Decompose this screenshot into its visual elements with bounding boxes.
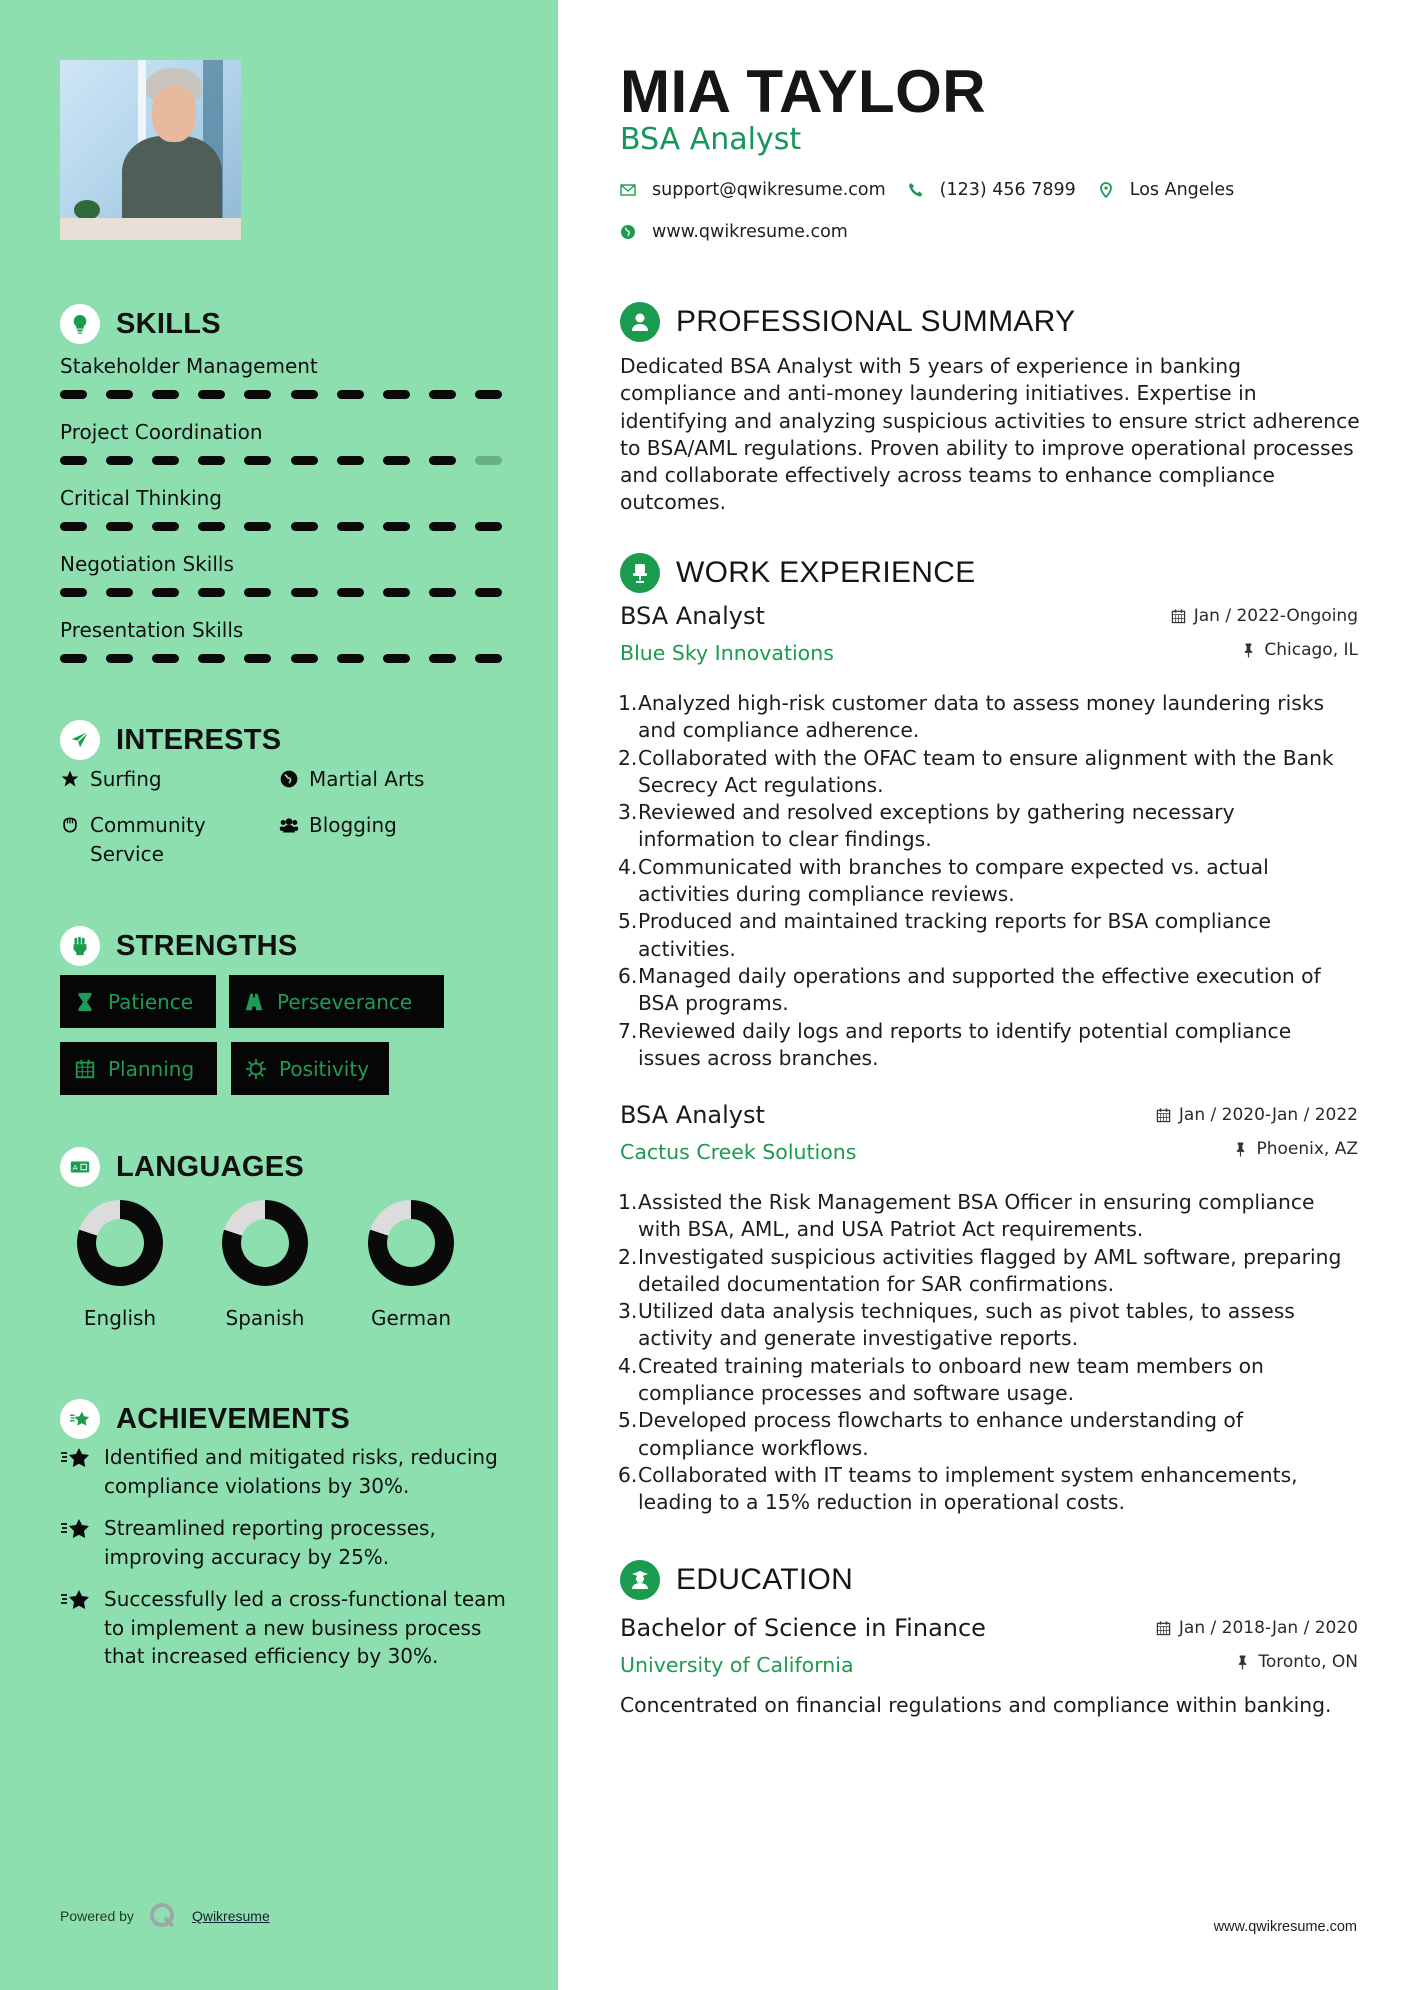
skill-level-dash bbox=[383, 522, 410, 531]
summary-heading: PROFESSIONAL SUMMARY bbox=[620, 302, 1075, 342]
job-bullet: Communicated with branches to compare expected vs. actual activities during compliance reviews. bbox=[638, 854, 1269, 907]
job-bullet: Managed daily operations and supported the effective execution of BSA programs. bbox=[638, 963, 1321, 1016]
job-bullet: Collaborated with the OFAC team to ensure alignment with the Bank Secrecy Act regulations. bbox=[638, 745, 1334, 797]
pushpin-icon bbox=[1233, 1141, 1248, 1157]
achievement-item: Successfully led a cross-functional team to implement a new business process that increased efficiency by 30%. bbox=[60, 1585, 510, 1671]
shooting-star-icon bbox=[60, 1516, 92, 1542]
job-dates: Jan / 2022-Ongoing bbox=[1171, 606, 1358, 626]
candidate-name: MIA TAYLOR bbox=[620, 58, 987, 125]
job-entry bbox=[620, 600, 1358, 1072]
hourglass-icon bbox=[74, 991, 96, 1013]
globe-icon bbox=[279, 769, 299, 789]
graduate-icon bbox=[620, 1560, 660, 1600]
job-bullet: Produced and maintained tracking reports for BSA compliance activities. bbox=[638, 909, 1272, 961]
skill-level-dash bbox=[60, 654, 87, 663]
job-bullet: Developed process flowcharts to enhance understanding of compliance workflows. bbox=[638, 1408, 1243, 1460]
skill-level-bar bbox=[60, 654, 502, 663]
skill-level-dash bbox=[383, 654, 410, 663]
job-title: BSA Analyst bbox=[620, 602, 765, 630]
skill-level-bar bbox=[60, 390, 502, 399]
contact-row bbox=[620, 180, 1256, 200]
hand-icon bbox=[60, 815, 80, 835]
skill-level-dash bbox=[244, 522, 271, 531]
skill-level-dash bbox=[152, 456, 179, 465]
globe-icon bbox=[620, 224, 636, 240]
sun-icon bbox=[245, 1058, 267, 1080]
degree-title: Bachelor of Science in Finance bbox=[620, 1614, 986, 1642]
job-entry bbox=[620, 1099, 1358, 1517]
skill-level-dash bbox=[291, 588, 318, 597]
skill-level-dash bbox=[337, 654, 364, 663]
skill-name: Presentation Skills bbox=[60, 618, 244, 642]
skills-title: SKILLS bbox=[116, 307, 221, 340]
achievements-title: ACHIEVEMENTS bbox=[116, 1402, 351, 1435]
shooting-star-icon bbox=[60, 1399, 100, 1439]
job-location: Phoenix, AZ bbox=[1233, 1139, 1358, 1159]
skill-level-dash bbox=[152, 654, 179, 663]
strengths-title: STRENGTHS bbox=[116, 929, 298, 962]
skill-name: Project Coordination bbox=[60, 420, 263, 444]
calendar-icon bbox=[1156, 1107, 1171, 1123]
language-item: German bbox=[351, 1200, 471, 1330]
skill-item bbox=[60, 418, 502, 484]
skill-level-dash bbox=[291, 456, 318, 465]
interests-title: INTERESTS bbox=[116, 723, 282, 756]
language-proficiency-donut bbox=[368, 1200, 454, 1286]
strength-badge: Positivity bbox=[231, 1042, 389, 1095]
interest-item: Martial Arts bbox=[279, 765, 424, 794]
skill-level-dash bbox=[475, 654, 502, 663]
education-description: Concentrated on financial regulations and compliance within banking. bbox=[620, 1693, 1332, 1717]
contact-location: Los Angeles bbox=[1098, 180, 1235, 200]
skill-level-dash bbox=[198, 588, 225, 597]
paper-plane-icon bbox=[60, 720, 100, 760]
language-proficiency-donut bbox=[222, 1200, 308, 1286]
achievements-list bbox=[60, 1443, 510, 1685]
interest-item: Surfing bbox=[60, 765, 162, 794]
skill-level-dash bbox=[337, 456, 364, 465]
experience-heading: WORK EXPERIENCE bbox=[620, 553, 976, 593]
skill-level-dash bbox=[60, 522, 87, 531]
qwikresume-link[interactable]: Qwikresume bbox=[191, 1908, 270, 1924]
achievements-heading bbox=[60, 1399, 350, 1439]
skill-level-dash bbox=[244, 654, 271, 663]
skill-level-dash bbox=[198, 390, 225, 399]
job-title: BSA Analyst bbox=[620, 1101, 765, 1129]
office-chair-icon bbox=[620, 553, 660, 593]
shooting-star-icon bbox=[60, 1445, 92, 1471]
education-heading: EDUCATION bbox=[620, 1560, 853, 1600]
skill-level-dash bbox=[291, 522, 318, 531]
contact-phone[interactable]: (123) 456 7899 bbox=[908, 180, 1076, 200]
skill-level-dash bbox=[429, 588, 456, 597]
skill-level-dash bbox=[152, 390, 179, 399]
skill-level-bar bbox=[60, 588, 502, 597]
skill-level-dash bbox=[152, 522, 179, 531]
strength-badge: Patience bbox=[60, 975, 216, 1028]
skill-level-bar bbox=[60, 456, 502, 465]
job-company: Cactus Creek Solutions bbox=[620, 1140, 857, 1164]
skill-name: Stakeholder Management bbox=[60, 354, 318, 378]
envelope-icon bbox=[620, 182, 636, 198]
contact-website[interactable]: www.qwikresume.com bbox=[620, 222, 848, 242]
skill-name: Negotiation Skills bbox=[60, 552, 234, 576]
skill-level-dash bbox=[244, 390, 271, 399]
calendar-icon bbox=[1156, 1620, 1171, 1636]
skill-level-dash bbox=[429, 390, 456, 399]
summary-text: Dedicated BSA Analyst with 5 years of experience in banking compliance and anti-money laundering initiatives. Expertise in identifying and analyzing suspicious activities to ensure strict adherence to BSA/AML regulations. Proven ability to improve operational processes and collaborate effectively across teams to enhance compliance outcomes. bbox=[620, 354, 1360, 515]
skill-level-dash bbox=[475, 456, 502, 465]
shooting-star-icon bbox=[60, 1587, 92, 1613]
skill-level-dash bbox=[198, 456, 225, 465]
users-icon bbox=[279, 815, 299, 835]
skill-name: Critical Thinking bbox=[60, 486, 222, 510]
svg-text:A: A bbox=[72, 1163, 78, 1173]
sidebar bbox=[0, 0, 558, 1990]
contact-email[interactable]: support@qwikresume.com bbox=[620, 180, 886, 200]
user-icon bbox=[620, 302, 660, 342]
skill-level-dash bbox=[106, 588, 133, 597]
job-bullet: Created training materials to onboard new team members on compliance processes and software usage. bbox=[638, 1353, 1264, 1406]
skill-level-dash bbox=[337, 522, 364, 531]
skill-level-dash bbox=[429, 456, 456, 465]
language-item: English bbox=[60, 1200, 180, 1330]
language-item: Spanish bbox=[205, 1200, 325, 1330]
qwikresume-logo-icon bbox=[148, 1901, 178, 1931]
achievement-item: Identified and mitigated risks, reducing compliance violations by 30%. bbox=[60, 1443, 510, 1500]
skill-level-dash bbox=[106, 522, 133, 531]
job-bullet: Assisted the Risk Management BSA Officer in ensuring compliance with BSA, AML, and USA Patriot Act requirements. bbox=[638, 1190, 1315, 1242]
education-dates: Jan / 2018-Jan / 2020 bbox=[1156, 1618, 1358, 1638]
skill-level-dash bbox=[106, 456, 133, 465]
road-icon bbox=[243, 991, 265, 1013]
job-company: Blue Sky Innovations bbox=[620, 641, 834, 665]
skill-level-dash bbox=[106, 654, 133, 663]
skill-item bbox=[60, 616, 502, 682]
language-icon bbox=[60, 1147, 100, 1187]
education-location: Toronto, ON bbox=[1235, 1652, 1358, 1672]
strengths-heading bbox=[60, 926, 298, 966]
star-icon bbox=[60, 769, 80, 789]
skill-level-dash bbox=[244, 456, 271, 465]
job-bullet: Collaborated with IT teams to implement system enhancements, leading to a 15% reduction in operational costs. bbox=[638, 1462, 1298, 1515]
skill-level-dash bbox=[198, 522, 225, 531]
profile-photo bbox=[60, 60, 241, 240]
job-bullet: Utilized data analysis techniques, such as pivot tables, to assess activity and generate investigative reports. bbox=[638, 1299, 1295, 1351]
job-bullet: Investigated suspicious activities flagged by AML software, preparing detailed documentation for SAR confirmations. bbox=[638, 1244, 1342, 1296]
skill-level-dash bbox=[383, 456, 410, 465]
achievement-item: Streamlined reporting processes, improving accuracy by 25%. bbox=[60, 1514, 510, 1571]
skill-level-dash bbox=[60, 390, 87, 399]
map-pin-icon bbox=[1098, 182, 1114, 198]
skill-level-bar bbox=[60, 522, 502, 531]
job-bullet: Analyzed high-risk customer data to assess money laundering risks and compliance adherence. bbox=[638, 691, 1325, 743]
skill-item bbox=[60, 352, 502, 418]
lightbulb-icon bbox=[60, 304, 100, 344]
skill-level-dash bbox=[475, 588, 502, 597]
languages-heading bbox=[60, 1147, 304, 1187]
skill-level-dash bbox=[106, 390, 133, 399]
contact-row bbox=[620, 222, 870, 242]
calendar-icon bbox=[74, 1058, 96, 1080]
skill-level-dash bbox=[152, 588, 179, 597]
skill-level-dash bbox=[383, 390, 410, 399]
pushpin-icon bbox=[1235, 1654, 1250, 1670]
candidate-role: BSA Analyst bbox=[620, 122, 802, 157]
skills-list bbox=[60, 352, 502, 682]
skill-level-dash bbox=[383, 588, 410, 597]
skill-level-dash bbox=[291, 390, 318, 399]
job-location: Chicago, IL bbox=[1241, 640, 1358, 660]
fist-icon bbox=[60, 926, 100, 966]
job-bullets bbox=[620, 1189, 1358, 1517]
skill-level-dash bbox=[291, 654, 318, 663]
languages-title: LANGUAGES bbox=[116, 1150, 304, 1183]
interest-item: Community Service bbox=[60, 811, 250, 869]
skill-level-dash bbox=[475, 522, 502, 531]
skill-level-dash bbox=[337, 390, 364, 399]
pushpin-icon bbox=[1241, 642, 1256, 658]
skill-level-dash bbox=[60, 456, 87, 465]
skill-item bbox=[60, 484, 502, 550]
skill-level-dash bbox=[244, 588, 271, 597]
skill-level-dash bbox=[429, 654, 456, 663]
job-bullet: Reviewed daily logs and reports to identify potential compliance issues across branches. bbox=[638, 1018, 1292, 1070]
strength-badge: Planning bbox=[60, 1042, 217, 1095]
skill-level-dash bbox=[337, 588, 364, 597]
school-name: University of California bbox=[620, 1653, 854, 1677]
job-bullet: Reviewed and resolved exceptions by gathering necessary information to clear findings. bbox=[638, 800, 1235, 852]
powered-by: Powered by Qwikresume bbox=[60, 1901, 270, 1931]
interests-heading bbox=[60, 720, 281, 760]
footer-website[interactable]: www.qwikresume.com bbox=[1213, 1919, 1357, 1935]
skills-heading bbox=[60, 304, 221, 344]
strength-badge: Perseverance bbox=[229, 975, 444, 1028]
language-proficiency-donut bbox=[77, 1200, 163, 1286]
job-bullets bbox=[620, 690, 1358, 1072]
calendar-icon bbox=[1171, 608, 1186, 624]
skill-level-dash bbox=[60, 588, 87, 597]
skill-level-dash bbox=[429, 522, 456, 531]
skill-level-dash bbox=[475, 390, 502, 399]
interest-item: Blogging bbox=[279, 811, 397, 840]
job-dates: Jan / 2020-Jan / 2022 bbox=[1156, 1105, 1358, 1125]
phone-icon bbox=[908, 182, 924, 198]
main-content bbox=[558, 0, 1407, 1990]
education-entry bbox=[620, 1612, 1358, 1719]
skill-level-dash bbox=[198, 654, 225, 663]
skill-item bbox=[60, 550, 502, 616]
